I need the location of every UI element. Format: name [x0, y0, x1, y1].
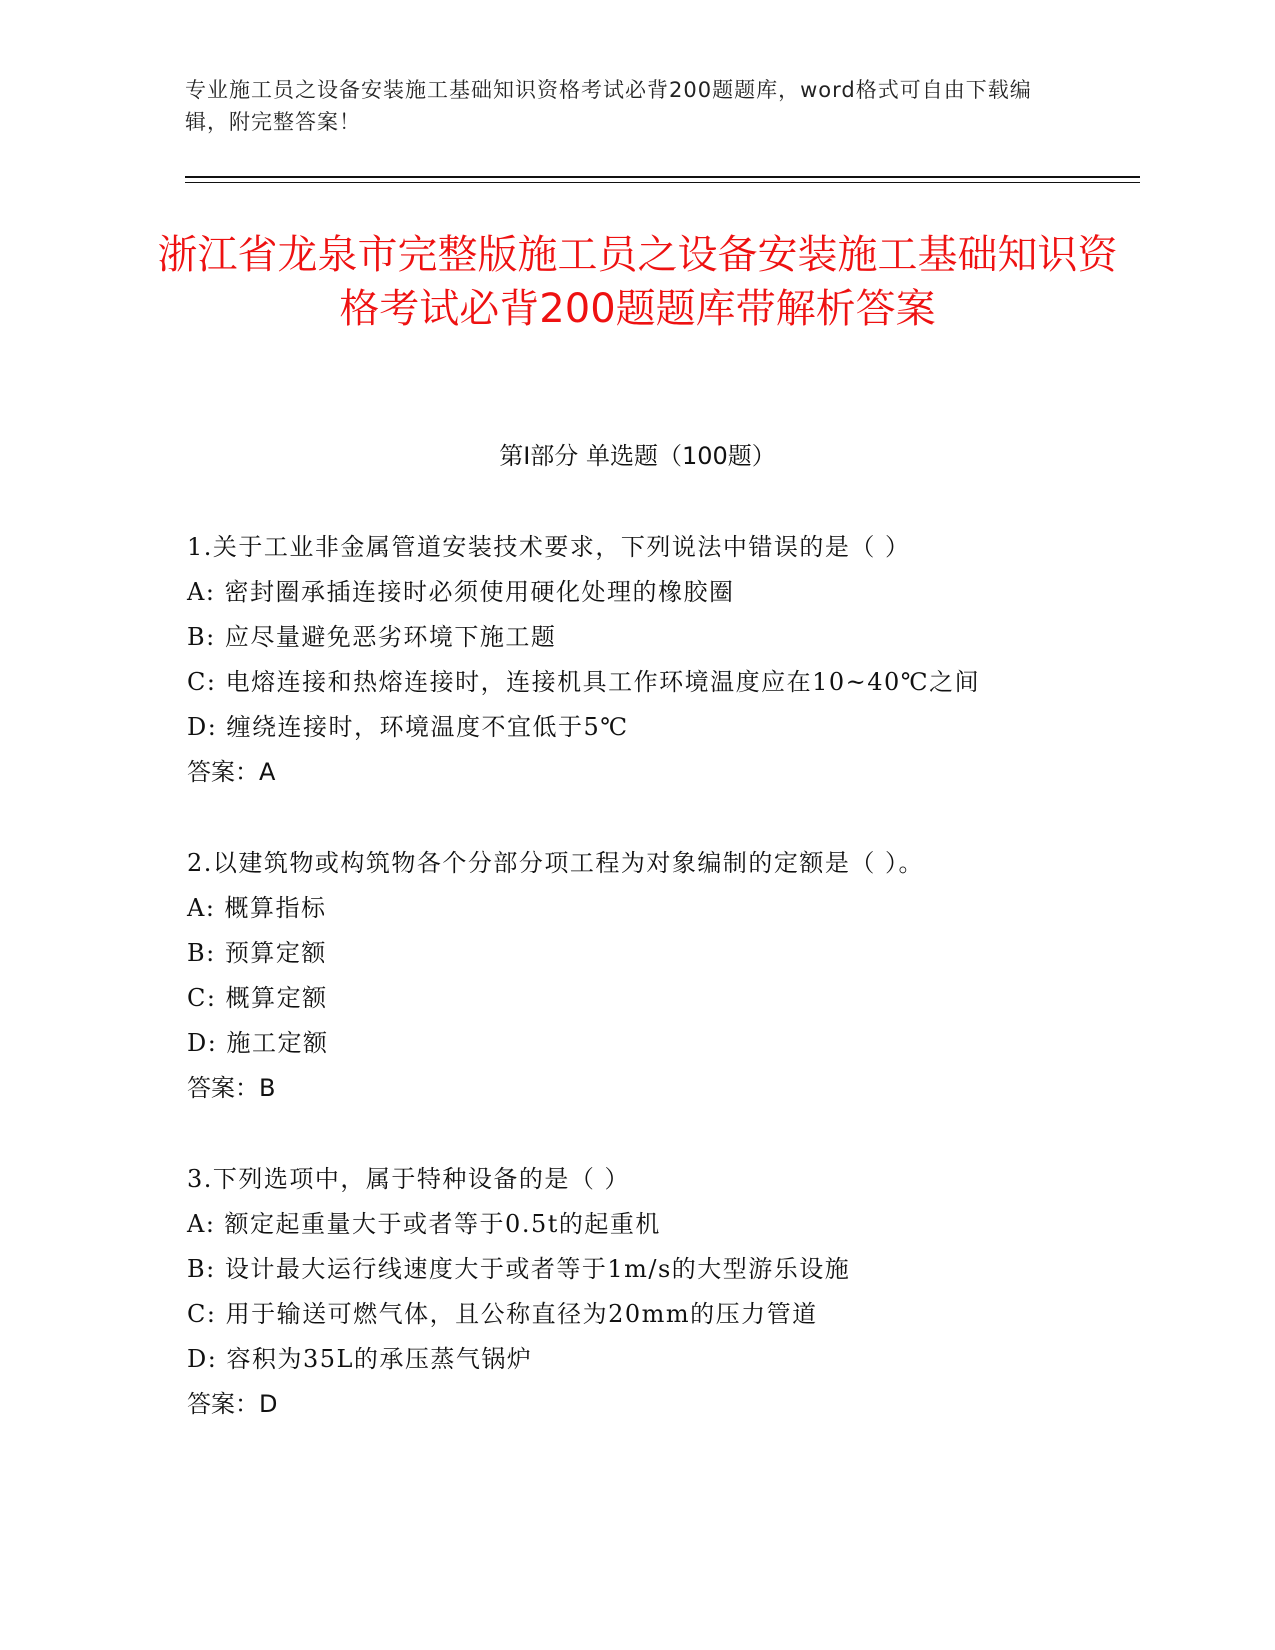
section-title: 第I部分 单选题（100题）	[499, 442, 776, 470]
question-2	[187, 841, 1087, 1111]
option-d: D: 施工定额	[187, 1029, 329, 1057]
option-b: B: 设计最大运行线速度大于或者等于1m/s的大型游乐设施	[187, 1255, 851, 1283]
answer: 答案：D	[187, 1390, 278, 1418]
header-divider	[185, 176, 1140, 178]
option-a: A: 密封圈承插连接时必须使用硬化处理的橡胶圈	[187, 578, 735, 606]
option-a: A: 概算指标	[187, 894, 327, 922]
document-title: 浙江省龙泉市完整版施工员之设备安装施工基础知识资格考试必背200题题库带解析答案	[157, 232, 1118, 332]
option-a: A: 额定起重量大于或者等于0.5t的起重机	[187, 1210, 661, 1238]
option-d: D: 容积为35L的承压蒸气锅炉	[187, 1345, 533, 1373]
answer: 答案：B	[187, 1074, 276, 1102]
question-3	[187, 1157, 1087, 1427]
question-stem: 2.以建筑物或构筑物各个分部分项工程为对象编制的定额是（ ）。	[187, 849, 925, 877]
answer: 答案：A	[187, 758, 276, 786]
question-list	[187, 525, 1087, 1473]
option-b: B: 应尽量避免恶劣环境下施工题	[187, 623, 557, 651]
question-stem: 1.关于工业非金属管道安装技术要求，下列说法中错误的是（ ）	[187, 533, 911, 561]
option-d: D: 缠绕连接时，环境温度不宜低于5℃	[187, 713, 629, 741]
option-c: C: 概算定额	[187, 984, 328, 1012]
question-stem: 3.下列选项中，属于特种设备的是（ ）	[187, 1165, 631, 1193]
header-note: 专业施工员之设备安装施工基础知识资格考试必背200题题库，word格式可自由下载编辑，附完整答案！	[185, 78, 1032, 134]
option-c: C: 电熔连接和热熔连接时，连接机具工作环境温度应在10~40℃之间	[187, 668, 981, 696]
header-divider-thin	[185, 182, 1140, 183]
option-b: B: 预算定额	[187, 939, 327, 967]
question-1	[187, 525, 1087, 795]
option-c: C: 用于输送可燃气体，且公称直径为20mm的压力管道	[187, 1300, 818, 1328]
